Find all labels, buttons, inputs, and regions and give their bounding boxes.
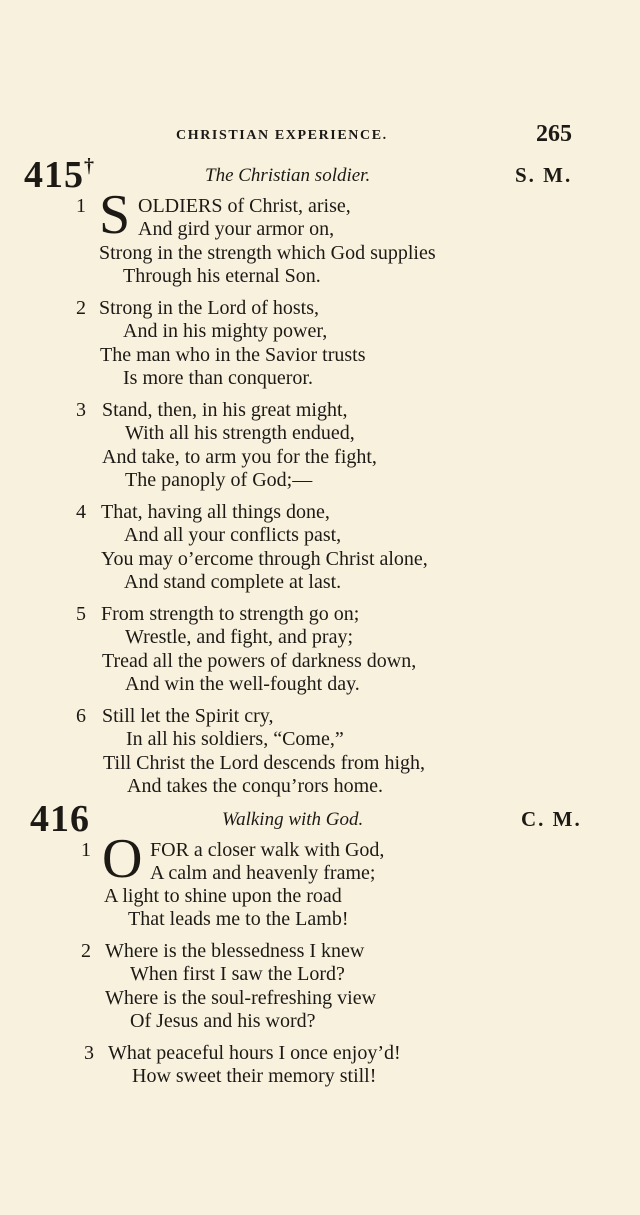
- verse-line: Till Christ the Lord descends from high,: [103, 752, 426, 774]
- verse-line: Where is the soul-refreshing view: [105, 987, 377, 1009]
- drop-cap: O: [102, 828, 143, 890]
- verse-line: Of Jesus and his word?: [130, 1010, 316, 1032]
- verse-line: And all your conflicts past,: [124, 524, 342, 546]
- verse-line: When first I saw the Lord?: [130, 963, 345, 985]
- verse-line: And take, to arm you for the fight,: [102, 446, 377, 468]
- verse-line: Stand, then, in his great might,: [102, 399, 348, 421]
- verse-line: How sweet their memory still!: [132, 1065, 377, 1087]
- verse-line: The man who in the Savior trusts: [100, 344, 366, 366]
- page-number: 265: [536, 121, 572, 147]
- verse-line: And stand complete at last.: [124, 571, 342, 593]
- verse-line: Strong in the Lord of hosts,: [99, 297, 319, 319]
- verse-line: Still let the Spirit cry,: [102, 705, 274, 727]
- stanza-number: 5: [76, 603, 86, 625]
- verse-line: In all his soldiers, “Come,”: [126, 728, 344, 750]
- stanza-number: 6: [76, 705, 86, 727]
- verse-line: The panoply of God;—: [125, 469, 313, 491]
- verse-line: And in his mighty power,: [123, 320, 328, 342]
- verse-line: FOR a closer walk with God,: [150, 839, 385, 861]
- verse-line: And gird your armor on,: [138, 218, 335, 240]
- stanza-number: 4: [76, 501, 86, 523]
- verse-line: A light to shine upon the road: [104, 885, 342, 907]
- running-head: CHRISTIAN EXPERIENCE.: [176, 128, 388, 143]
- verse-line: A calm and heavenly frame;: [150, 862, 376, 884]
- verse-line: Where is the blessedness I knew: [105, 940, 365, 962]
- verse-line: What peaceful hours I once enjoy’d!: [108, 1042, 401, 1064]
- dagger-mark: †: [84, 155, 95, 177]
- stanza-number: 1: [81, 839, 91, 861]
- verse-line: Strong in the strength which God supplies: [99, 242, 436, 264]
- stanza-number: 3: [84, 1042, 94, 1064]
- verse-line: You may o’ercome through Christ alone,: [101, 548, 428, 570]
- hymn-416-heading: [0, 797, 640, 840]
- stanza-number: 1: [76, 195, 86, 217]
- verse-line: Wrestle, and fight, and pray;: [125, 626, 354, 648]
- stanza-number: 2: [76, 297, 86, 319]
- verse-line: With all his strength endued,: [125, 422, 355, 444]
- hymn-meter: C. M.: [521, 807, 582, 831]
- verse-line: And takes the conqu’rors home.: [127, 775, 384, 797]
- hymn-title: Walking with God.: [222, 809, 364, 830]
- hymn-number: 415†: [24, 154, 95, 196]
- drop-cap: S: [99, 184, 131, 246]
- verse-line: OLDIERS of Christ, arise,: [138, 195, 351, 217]
- hymn-number: 416: [30, 798, 90, 840]
- verse-line: That leads me to the Lamb!: [128, 908, 349, 930]
- verse-line: Tread all the powers of darkness down,: [102, 650, 417, 672]
- hymn-title: The Christian soldier.: [205, 165, 371, 186]
- stanza-number: 2: [81, 940, 91, 962]
- verse-line: That, having all things done,: [101, 501, 330, 523]
- hymn-meter: S. M.: [515, 163, 573, 187]
- verse-line: And win the well-fought day.: [125, 673, 360, 695]
- stanza-number: 3: [76, 399, 86, 421]
- verse-line: From strength to strength go on;: [101, 603, 360, 625]
- hymn-415-heading: [0, 153, 640, 196]
- verse-line: Is more than conqueror.: [123, 367, 313, 389]
- verse-line: Through his eternal Son.: [123, 265, 321, 287]
